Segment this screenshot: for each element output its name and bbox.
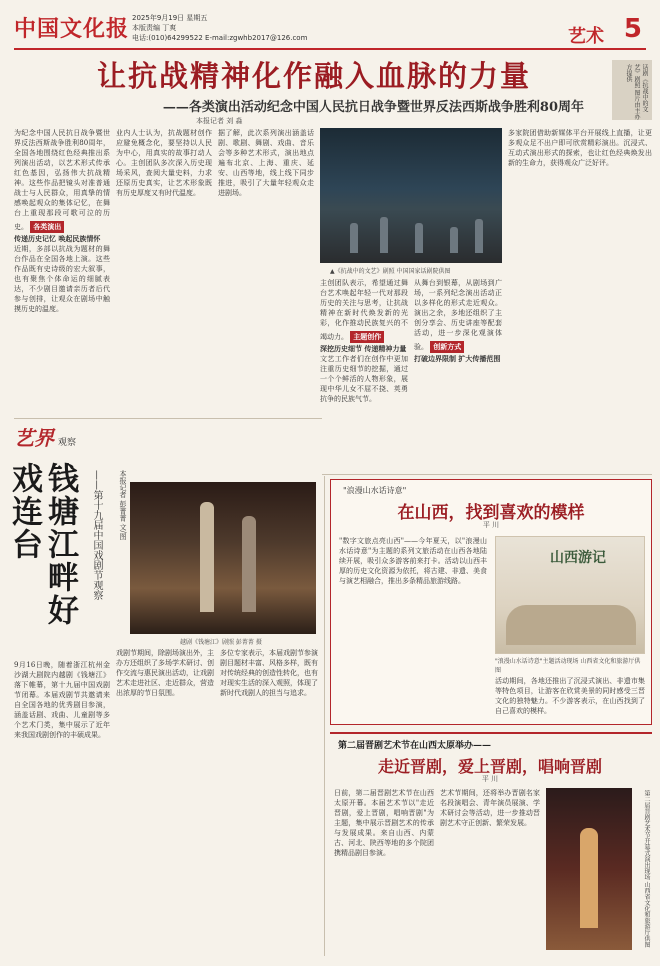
headline-subtitle: ——各类演出活动纪念中国人民抗日战争暨世界反法西斯战争胜利80周年 xyxy=(162,100,584,115)
box2-byline: 平 川 xyxy=(481,775,499,783)
lead-col-2 xyxy=(116,128,212,416)
feature-title: 钱塘江畔好戏连台 xyxy=(6,462,78,627)
lead-text-1b: 近期，多部以抗战为题材的舞台作品在全国各地上演。这些作品既有史诗级的宏大叙事，也有聚焦个体命运的细腻表达，不少剧目邀请亲历者后代参与创排，让观众在剧场中触摸历史的温度。 xyxy=(14,245,110,313)
box1-byline: 平 川 xyxy=(482,521,500,529)
column-logo-main: 艺界 xyxy=(14,426,54,450)
section-name: 艺术 xyxy=(568,26,604,47)
box2-col-1 xyxy=(334,788,434,950)
box1-text-1: "数字文旅点亮山西"——今年夏天，以"浪漫山水话诗意"为主题的系列文旅活动在山西各地陆续开展，吸引众多游客前来打卡。活动以山西丰厚的历史文化资源为依托，将古建、非遗、美食与演艺相融合，推出多条精品旅游线路。 xyxy=(339,537,487,585)
feature-text-2: 戏剧节期间，除剧场演出外，主办方还组织了多场学术研讨、创作交流与惠民演出活动，让戏剧艺术走进社区、走近群众，营造出浓厚的节日氛围。 xyxy=(116,649,214,697)
shanxi-travel-box xyxy=(330,479,652,725)
stage-photo xyxy=(320,128,502,263)
box1-title: 在山西，找到喜欢的模样 xyxy=(397,503,585,523)
column-divider xyxy=(324,476,325,956)
lead-text-4: 主创团队表示，希望通过舞台艺术唤起年轻一代对那段历史的关注与思考，让抗战精神在新时代焕发新的光彩，化作推动民族复兴的不竭动力。 xyxy=(320,279,408,341)
headline-byline: 本报记者 刘 淼 xyxy=(196,117,243,125)
figure-silhouette xyxy=(380,217,388,253)
feature-subtitle: ——第十九届中国戏剧节观察 xyxy=(91,470,102,600)
side-photo-caption: 话剧《抗战中的文艺》剧照 图片由主办方提供 xyxy=(625,64,648,120)
date-line: 2025年9月19日 星期五 xyxy=(132,14,208,22)
feature-text-3: 多位专家表示，本届戏剧节参演剧目题材丰富、风格多样，既有对传统经典的创造性转化，也有对现实生活的深入观照，体现了新时代戏剧人的担当与追求。 xyxy=(220,649,318,697)
masthead-meta xyxy=(132,13,307,43)
divider xyxy=(14,418,322,419)
figure-silhouette xyxy=(415,223,423,253)
figure-silhouette xyxy=(450,227,458,253)
divider xyxy=(322,474,652,475)
lead-text-6: 多家院团借助新媒体平台开展线上直播，让更多观众足不出户即可欣赏精彩演出。沉浸式、互动式演出形式的探索，也让红色经典焕发出新的生命力，获得观众广泛好评。 xyxy=(508,129,652,167)
feature-col-1 xyxy=(14,660,110,954)
jinju-festival-article xyxy=(330,732,652,954)
feature-byline: 本报记者 彭菁菁 文/图 xyxy=(119,470,127,540)
subhead-tag-1: 各类演出 xyxy=(30,221,64,233)
box1-photo-caption: "浪漫山水话诗意"主题活动现场 山西省文化和旅游厅供图 xyxy=(495,658,641,674)
lead-col-3 xyxy=(218,128,314,416)
performer-figure xyxy=(242,516,256,612)
masthead xyxy=(14,10,646,50)
lead-col-6 xyxy=(508,128,652,473)
lead-col-4 xyxy=(320,278,408,473)
figure-silhouette xyxy=(475,219,483,253)
subhead-title-3: 打破边界限制 扩大传播范围 xyxy=(414,354,501,363)
headline-title: 让抗战精神化作融入血脉的力量 xyxy=(96,59,531,93)
box1-col-2 xyxy=(495,676,645,720)
poster-title: 山西游记 xyxy=(550,550,606,566)
box2-kicker: 第二届晋剧艺术节在山西太原举办—— xyxy=(338,741,492,751)
mountain-shape xyxy=(506,605,636,645)
figure-silhouette xyxy=(350,223,358,253)
feature-col-2 xyxy=(116,648,214,954)
subhead-title-1: 传递历史记忆 唤起民族情怀 xyxy=(14,234,101,243)
lead-text-5: 从舞台到银幕，从剧场到广场，一系列纪念演出活动正以多样化的形式走近观众。演出之余，多地还组织了主创分享会、历史讲座等配套活动，进一步深化观演体验。 xyxy=(414,279,502,351)
box1-text-2: 活动期间，各地还推出了沉浸式演出、非遗市集等特色项目，让游客在欣赏美景的同时感受三晋文化的独特魅力。不少游客表示，在山西找到了自己喜欢的模样。 xyxy=(495,677,645,715)
column-logo xyxy=(14,422,124,450)
lead-text-3: 据了解，此次系列演出涵盖话剧、歌剧、舞剧、戏曲、音乐会等多种艺术形式，演出地点遍布北京、上海、重庆、延安、山西等地，线上线下同步推进，吸引了大量年轻观众走进剧场。 xyxy=(218,129,314,197)
lead-headline xyxy=(14,52,614,122)
box1-col-1 xyxy=(339,536,487,720)
feature-text-1: 9月16日晚，随着浙江杭州金沙湖大剧院内越剧《钱塘江》落下帷幕，第十九届中国戏剧节闭幕。本届戏剧节共邀请来自全国各地的优秀剧目参演，涵盖话剧、戏曲、儿童剧等多个艺术门类，集中展示了近年来我国戏剧创作的丰硕成果。 xyxy=(14,661,110,739)
editor-line: 本版责编 丁爽 xyxy=(132,24,177,32)
box1-kicker: "浪漫山水话诗意" xyxy=(343,486,407,495)
lead-text-4b: 文艺工作者们在创作中更加注重历史细节的挖掘，通过一个个鲜活的人物形象，展现中华儿女不屈不挠、英勇抗争的民族气节。 xyxy=(320,355,408,403)
subhead-title-2: 深挖历史细节 传递精神力量 xyxy=(320,344,407,353)
feature-col-3 xyxy=(220,648,318,954)
performer-figure xyxy=(580,828,598,928)
opera-photo-caption: 越剧《钱塘江》剧照 彭菁菁 摄 xyxy=(180,639,262,646)
box2-photo-caption: 第二届晋剧艺术节开幕式演出现场 山西省文化和旅游厅供图 xyxy=(643,790,650,948)
lead-col-5 xyxy=(414,278,502,473)
lead-text-1: 为纪念中国人民抗日战争暨世界反法西斯战争胜利80周年，全国各地围绕红色经典推出系列演出活动，以艺术形式传承红色基因，弘扬伟大抗战精神。这些作品把镜头对准普通战士与人民群众，用真挚的情感唤起观众的集体记忆，在舞台上重现那段可歌可泣的历史。 xyxy=(14,129,110,231)
box2-text-2: 艺术节期间，还将举办晋剧名家名段演唱会、青年演员展演、学术研讨会等活动，进一步推动晋剧艺术守正创新、繁荣发展。 xyxy=(440,789,540,827)
stage-photo-caption: ▲《抗战中的文艺》剧照 中国国家话剧院供图 xyxy=(330,268,451,275)
page-number: 5 xyxy=(623,14,642,44)
opera-photo xyxy=(130,482,316,634)
box2-text-1: 日前，第二届晋剧艺术节在山西太原开幕。本届艺术节以"走近晋剧，爱上晋剧，唱响晋剧"为主题，集中展示晋剧艺术的传承与发展成果。来自山西、内蒙古、河北、陕西等地的多个院团携精品剧目参演。 xyxy=(334,789,434,857)
jinju-photo xyxy=(546,788,632,950)
tourism-poster xyxy=(495,536,645,654)
subhead-tag-3: 创新方式 xyxy=(430,341,464,353)
lead-col-1 xyxy=(14,128,110,416)
box2-title: 走近晋剧，爱上晋剧，唱响晋剧 xyxy=(377,757,602,776)
subhead-tag-2: 主题创作 xyxy=(350,331,384,343)
box2-col-2 xyxy=(440,788,540,950)
newspaper-logo: 中国文化报 xyxy=(14,16,130,42)
column-logo-sub: 观察 xyxy=(58,438,77,448)
performer-figure xyxy=(200,502,214,612)
lead-text-2: 业内人士认为，抗战题材创作应避免概念化，要坚持以人民为中心，用真实的故事打动人心。主创团队多次深入历史现场采风，查阅大量史料，力求还原历史真实，让艺术形象既有历史厚度又有时代温度。 xyxy=(116,129,212,197)
contact-line: 电话:(010)64299522 E-mail:zgwhb2017@126.com xyxy=(132,34,308,42)
